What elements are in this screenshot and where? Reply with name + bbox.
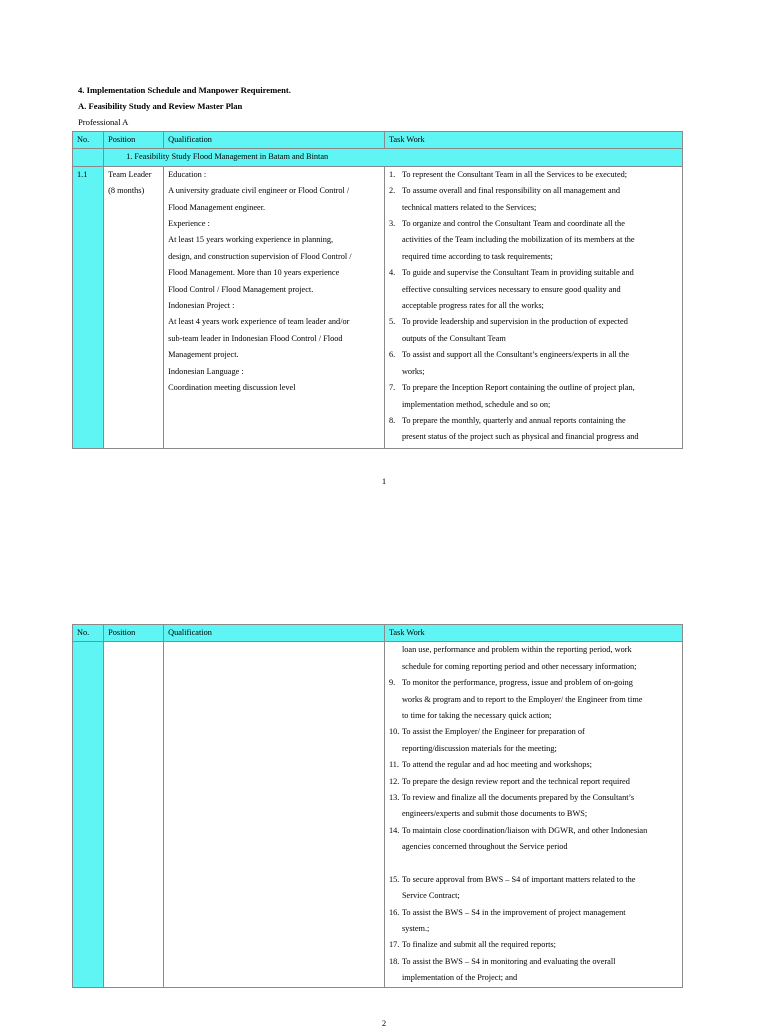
section-heading: 4. Implementation Schedule and Manpower Requirement. — [78, 85, 291, 95]
task-number: 4. — [388, 268, 396, 278]
task-number: 16. — [388, 907, 400, 917]
table-row — [73, 642, 683, 988]
qualification-line: Coordination meeting discussion level — [168, 383, 296, 393]
qualification-line: Flood Management engineer. — [168, 202, 266, 212]
task-number: 14. — [388, 825, 400, 835]
task-item — [389, 167, 678, 183]
task-item — [389, 872, 678, 905]
task-item — [389, 905, 678, 938]
task-line: To review and finalize all the documents prepared by the Consultant’s — [401, 793, 635, 803]
qualification-line: sub-team leader in Indonesian Flood Control / Flood — [168, 333, 343, 343]
manpower-table-continued — [72, 624, 683, 988]
position-line: Team Leader — [108, 169, 152, 179]
qualification-line: At least 4 years work experience of team leader and/or — [168, 317, 350, 327]
document-page-2 — [0, 600, 768, 1028]
task-line: system.; — [401, 923, 430, 933]
task-line: effective consulting services necessary to ensure good quality and — [401, 284, 621, 294]
qualification-cell — [164, 642, 385, 988]
task-number: 11. — [388, 760, 400, 770]
professional-label: Professional A — [78, 117, 129, 127]
qualification-line: At least 15 years working experience in planning, — [168, 235, 334, 245]
header-qualification: Qualification — [164, 625, 385, 642]
task-line: To maintain close coordination/liaison with DGWR, and other Indonesian — [401, 825, 648, 835]
task-line: To assist the BWS – S4 in the improvement of project management — [401, 907, 626, 917]
qualification-line: Indonesian Project : — [168, 301, 235, 311]
qualification-line: Experience : — [168, 219, 210, 229]
position-cell — [104, 166, 164, 448]
manpower-table — [72, 131, 683, 449]
continuation-line: loan use, performance and problem within the reporting period, work — [401, 645, 632, 655]
task-number: 8. — [388, 415, 396, 425]
task-number: 13. — [388, 793, 400, 803]
task-number: 15. — [388, 874, 400, 884]
qualification-line: Education : — [168, 169, 207, 179]
task-line: engineers/experts and submit those documents to BWS; — [401, 809, 588, 819]
task-item — [389, 937, 678, 953]
task-line: activities of the Team including the mobilization of its members at the — [401, 235, 635, 245]
task-line: To provide leadership and supervision in the production of expected — [401, 317, 628, 327]
header-task-work: Task Work — [384, 132, 682, 149]
subsection-heading: A. Feasibility Study and Review Master Plan — [78, 101, 243, 111]
section-no-cell — [73, 149, 104, 166]
qualification-line: Indonesian Language : — [168, 366, 244, 376]
task-line: outputs of the Consultant Team — [401, 333, 506, 343]
task-line: To assist and support all the Consultant’s engineers/experts in all the — [401, 350, 630, 360]
task-item — [389, 954, 678, 987]
table-header-row — [73, 625, 683, 642]
position-line: (8 months) — [108, 186, 145, 196]
task-item — [389, 183, 678, 216]
task-line: present status of the project such as physical and financial progress and — [401, 432, 639, 442]
task-item — [389, 216, 678, 265]
task-item — [389, 413, 678, 446]
task-line: To secure approval from BWS – S4 of important matters related to the — [401, 874, 636, 884]
task-line: To prepare the design review report and the technical report required — [401, 776, 630, 786]
document-page-1 — [0, 0, 768, 500]
task-number: 12. — [388, 776, 400, 786]
task-number: 10. — [388, 727, 400, 737]
task-line: to time for taking the necessary quick action; — [401, 711, 552, 721]
task-cell — [384, 166, 682, 448]
task-line: required time according to task requirements; — [401, 251, 553, 261]
table-row — [73, 166, 683, 448]
task-line: acceptable progress rates for all the works; — [401, 301, 544, 311]
task-line: technical matters related to the Services; — [401, 202, 537, 212]
task-line: reporting/discussion materials for the meeting; — [401, 743, 557, 753]
task-item — [389, 774, 678, 790]
task-line: To organize and control the Consultant Team and coordinate all the — [401, 219, 625, 229]
task-line: works; — [401, 366, 425, 376]
task-line: To attend the regular and ad hoc meeting and workshops; — [401, 760, 592, 770]
task-number: 6. — [388, 350, 396, 360]
qualification-line: Management project. — [168, 350, 239, 360]
header-qualification: Qualification — [164, 132, 385, 149]
header-no: No. — [73, 625, 104, 642]
header-no: No. — [73, 132, 104, 149]
qualification-line: Flood Management. More than 10 years experience — [168, 268, 340, 278]
task-line: To guide and supervise the Consultant Team in providing suitable and — [401, 268, 634, 278]
task-line: To assist the BWS – S4 in monitoring and evaluating the overall — [401, 956, 616, 966]
task-line: works & program and to report to the Employer/ the Engineer from time — [401, 694, 643, 704]
task-number: 18. — [388, 956, 400, 966]
task-cell — [384, 642, 682, 988]
task-line: To represent the Consultant Team in all the Services to be executed; — [401, 169, 628, 179]
task-line: implementation method, schedule and so on; — [401, 399, 551, 409]
task-line: Service Contract; — [401, 891, 460, 901]
task-line: To finalize and submit all the required reports; — [401, 940, 556, 950]
task-line: agencies concerned throughout the Service period — [401, 842, 568, 852]
qualification-cell — [164, 166, 385, 448]
task-line: To prepare the Inception Report containing the outline of project plan, — [401, 383, 635, 393]
task-item — [389, 314, 678, 347]
task-number: 1. — [388, 169, 396, 179]
task-number: 17. — [388, 940, 400, 950]
task-item — [389, 823, 678, 872]
section-row — [73, 149, 683, 166]
task-line: implementation of the Project; and — [401, 973, 518, 983]
task-line: To assume overall and final responsibility on all management and — [401, 186, 621, 196]
task-item — [389, 265, 678, 314]
header-task-work: Task Work — [384, 625, 682, 642]
task-list — [389, 675, 678, 986]
task-line: To monitor the performance, progress, issue and problem of on-going — [401, 678, 633, 688]
task-item — [389, 675, 678, 724]
task-item — [389, 724, 678, 757]
task-number: 7. — [388, 383, 396, 393]
task-item — [389, 347, 678, 380]
qualification-line: Flood Control / Flood Management project. — [168, 284, 314, 294]
header-position: Position — [104, 625, 164, 642]
continuation-line: schedule for coming reporting period and other necessary information; — [401, 661, 637, 671]
section-title: 1. Feasibility Study Flood Management in Batam and Bintan — [104, 149, 683, 166]
task-number: 2. — [388, 186, 396, 196]
header-position: Position — [104, 132, 164, 149]
task-list — [389, 167, 678, 446]
page-number: 1 — [381, 476, 387, 486]
task-line: To assist the Employer/ the Engineer for preparation of — [401, 727, 585, 737]
page-number: 2 — [381, 1018, 387, 1028]
position-cell — [104, 642, 164, 988]
task-number: 5. — [388, 317, 396, 327]
task-number: 3. — [388, 219, 396, 229]
task-number: 9. — [388, 678, 396, 688]
table-header-row — [73, 132, 683, 149]
qualification-line: A university graduate civil engineer or Flood Control / — [168, 186, 350, 196]
task-line: To prepare the monthly, quarterly and annual reports containing the — [401, 415, 626, 425]
qualification-line: design, and construction supervision of Flood Control / — [168, 251, 352, 261]
task-item — [389, 790, 678, 823]
row-number — [73, 642, 104, 988]
task-item — [389, 380, 678, 413]
row-number: 1.1 — [73, 166, 104, 448]
task-item — [389, 757, 678, 773]
